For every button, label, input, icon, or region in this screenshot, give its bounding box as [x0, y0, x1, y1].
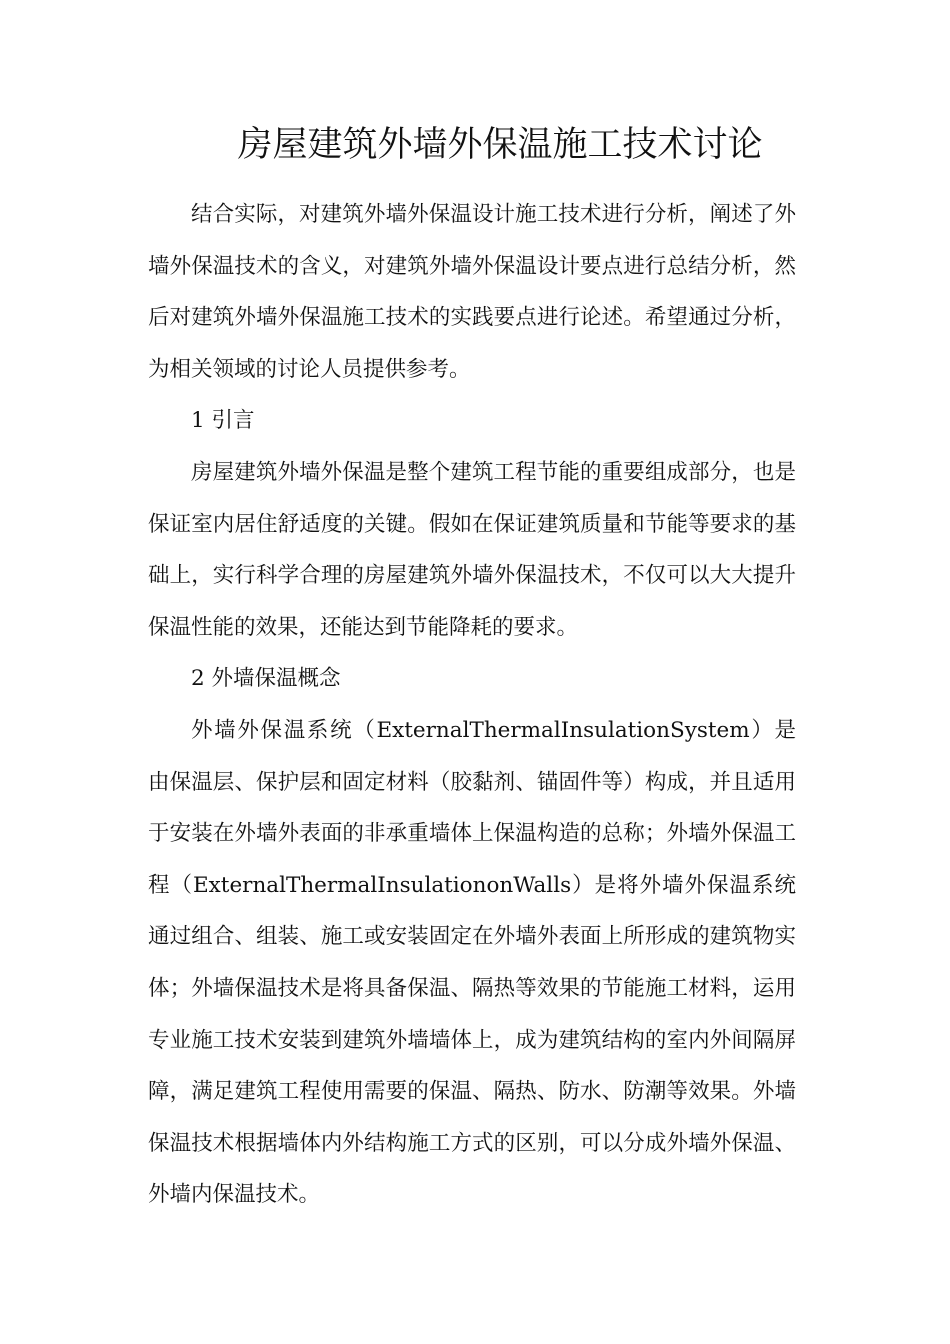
section-paragraph-introduction: 房屋建筑外墙外保温是整个建筑工程节能的重要组成部分，也是保证室内居住舒适度的关键。假如在保证建筑质量和节能等要求的基础上，实行科学合理的房屋建筑外墙外保温技术，不仅可以大大提升保温性能的效果，还能达到节能降耗的要求。: [148, 459, 796, 640]
section-paragraph-concept: 外墙外保温系统（ExternalThermalInsulationSystem）是由保温层、保护层和固定材料（胶黏剂、锚固件等）构成，并且适用于安装在外墙外表面的非承重墙体上保温构造的总称；外墙外保温工程（ExternalThermalInsulationonWalls）是将外墙外保温系统通过组合、组装、施工或安装固定在外墙外表面上所形成的建筑物实体；外墙保温技术是将具备保温、隔热等效果的节能施工材料，运用专业施工技术安装到建筑外墙墙体上，成为建筑结构的室内外间隔屏障，满足建筑工程使用需要的保温、隔热、防水、防潮等效果。外墙保温技术根据墙体内外结构施工方式的区别，可以分成外墙外保温、外墙内保温技术。: [148, 717, 796, 1208]
section-heading-concept: 2 外墙保温概念: [191, 666, 341, 692]
section-heading-introduction: 1 引言: [191, 408, 255, 434]
document-title: 房屋建筑外墙外保温施工技术讨论: [237, 125, 763, 165]
document-body: [148, 189, 796, 1221]
abstract-paragraph: 结合实际，对建筑外墙外保温设计施工技术进行分析，阐述了外墙外保温技术的含义，对建筑外墙外保温设计要点进行总结分析，然后对建筑外墙外保温施工技术的实践要点进行论述。希望通过分析，为相关领域的讨论人员提供参考。: [148, 202, 796, 382]
